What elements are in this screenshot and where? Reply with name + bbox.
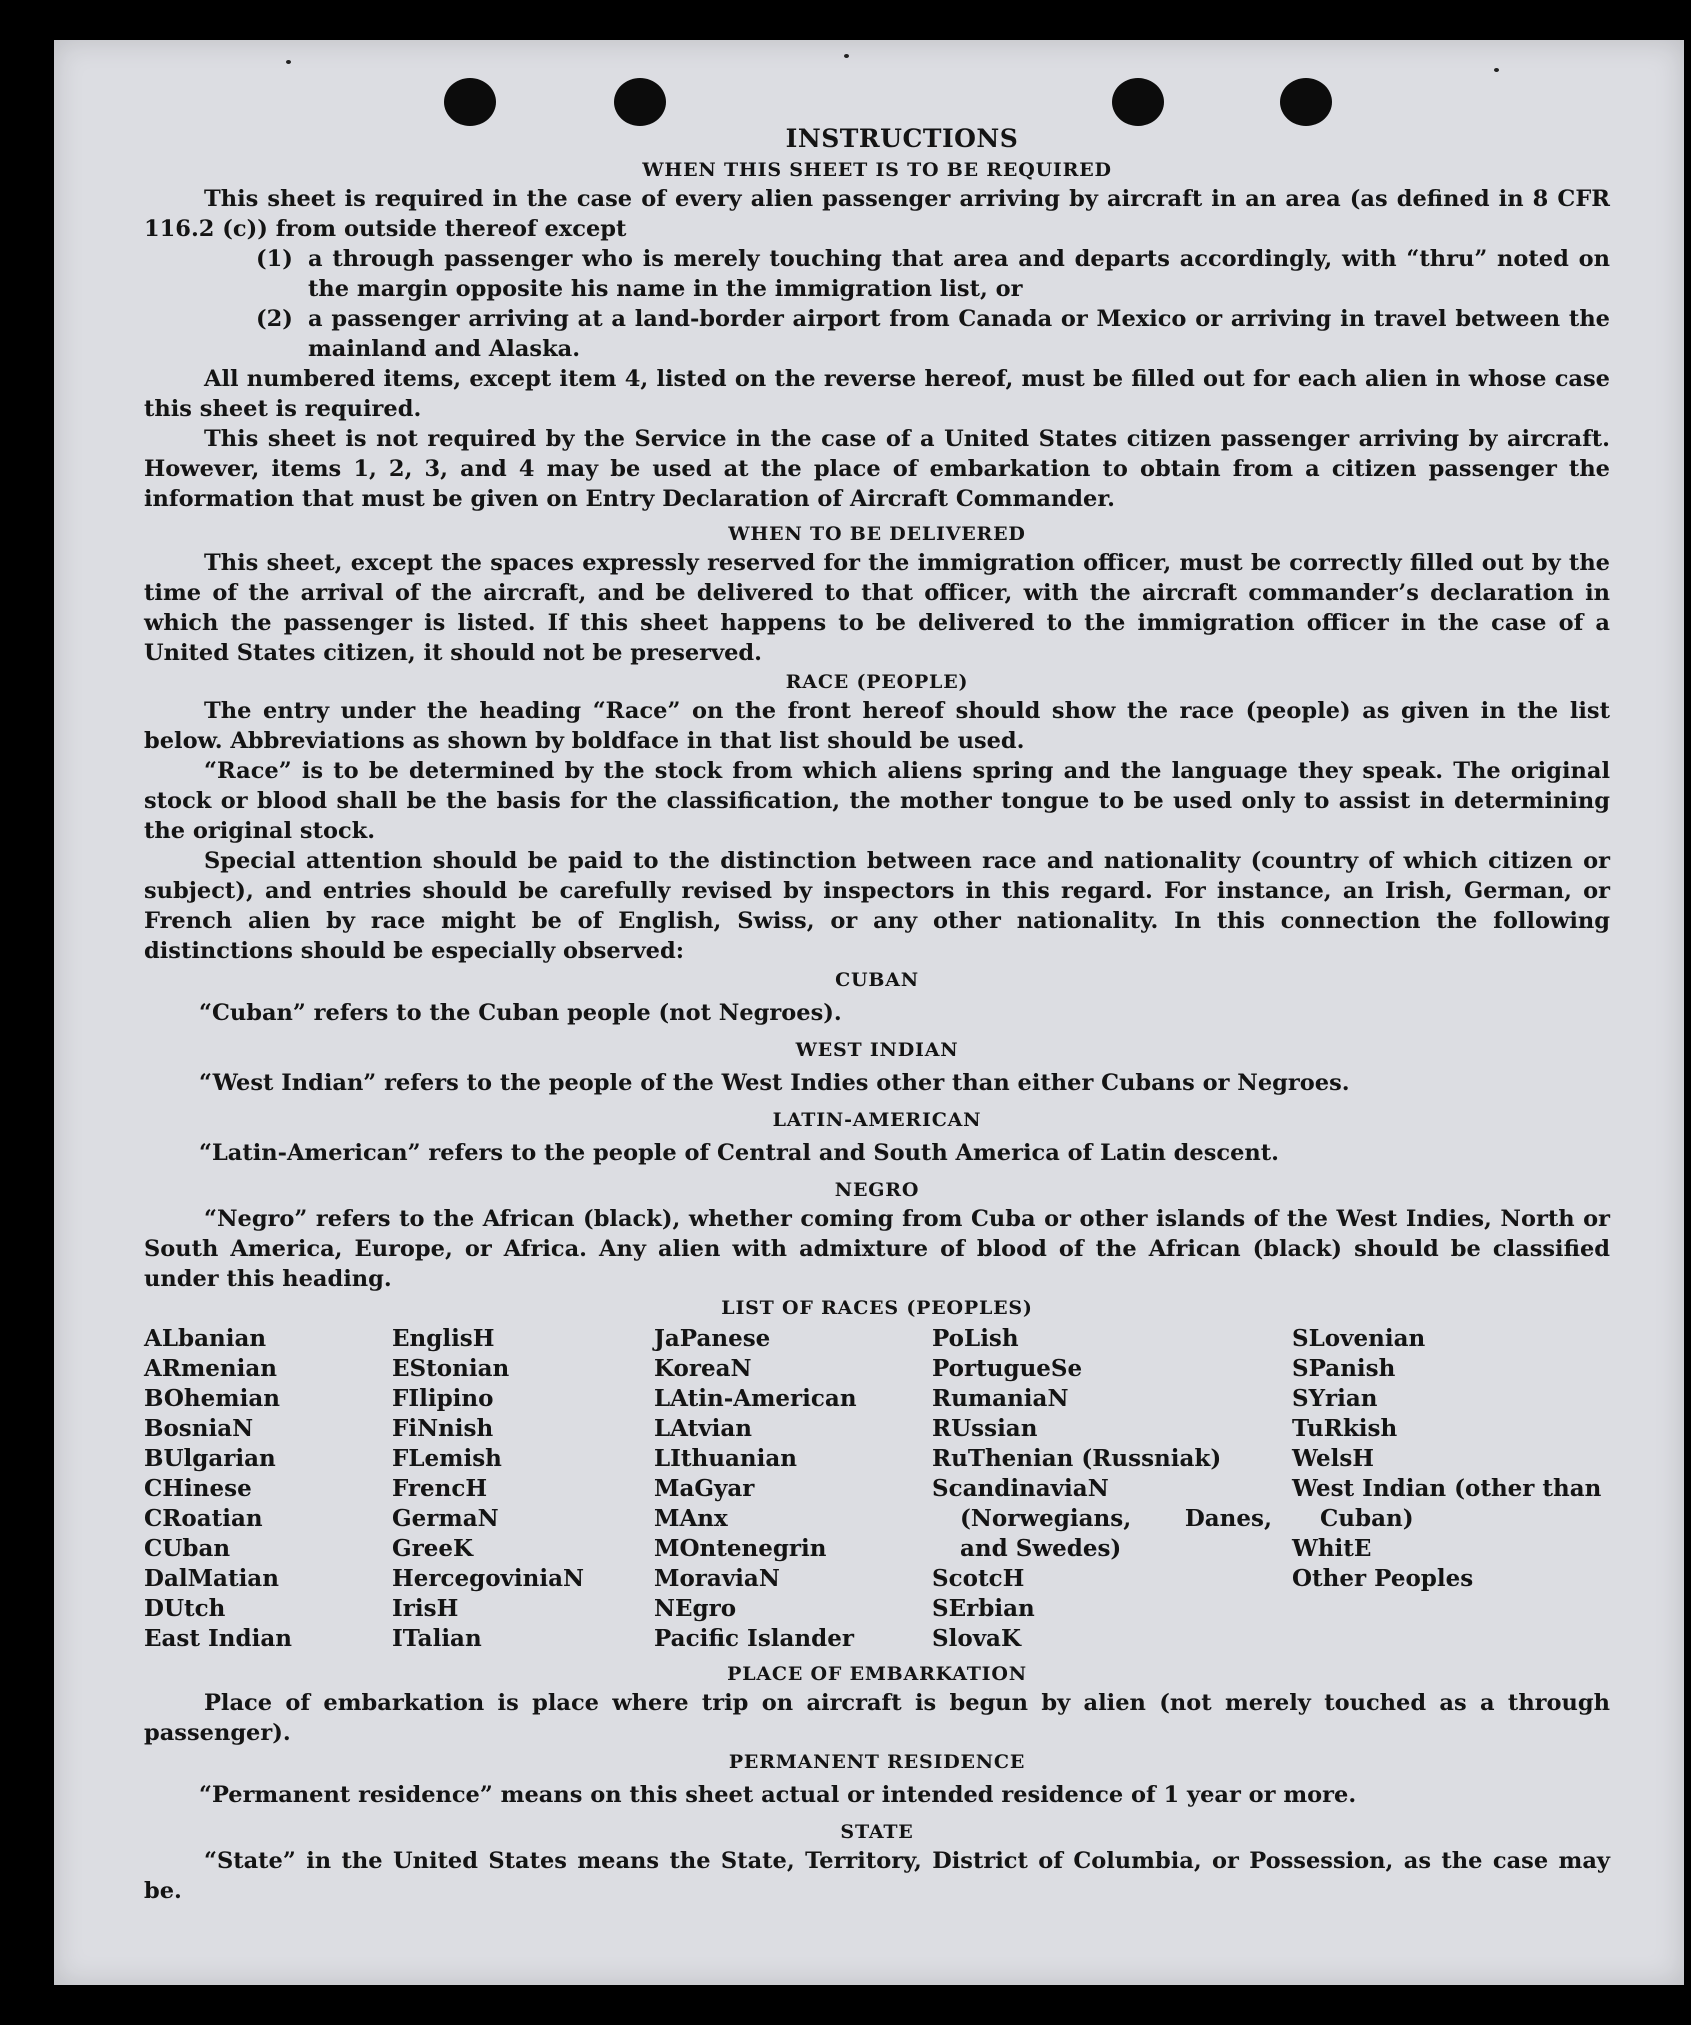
race-column [654,1324,932,1654]
cuban-text: “Cuban” refers to the Cuban people (not Negroes). [199,1000,842,1026]
race-entry: TuRkish [1292,1415,1398,1442]
race-entry: BosniaN [144,1415,254,1442]
race-entry: ScotcH [932,1565,1025,1592]
race-entry: WelsH [1292,1445,1375,1472]
race-entry: SlovaK [932,1625,1021,1652]
punch-hole [1280,78,1332,126]
latin-american-text: “Latin-American” refers to the people of Central and South America of Latin descent. [199,1140,1279,1166]
when-delivered-text: This sheet, except the spaces expressly reserved for the immigration officer, must be correctly filled out by the time of the arrival of the aircraft, and be delivered to that officer, with the aircraft commander’s declaration in which the passenger is listed. If this sheet happens to be delivered to the immigration officer in the case of a United States citizen, it should not be preserved. [144,550,1610,666]
race-entry: PortugueSe [932,1355,1083,1382]
citizen-paragraph: This sheet is not required by the Service in the case of a United States citizen passenger arriving by aircraft. However, items 1, 2, 3, and 4 may be used at the place of embarkation to obtain from a citizen passenger the information that must be given on Entry Declaration of Aircraft Commander. [144,426,1610,512]
section-heading-west-indian: WEST INDIAN [795,1039,959,1061]
race-entry: FLemish [392,1445,502,1472]
race-paragraph-2: “Race” is to be determined by the stock from which aliens spring and the language they speak. The original stock or blood shall be the basis for the classification, the mother tongue to be used only to assist in determining the original stock. [144,758,1610,844]
section-heading-residence: PERMANENT RESIDENCE [728,1751,1026,1773]
section-heading-when-required: WHEN THIS SHEET IS TO BE REQUIRED [642,159,1112,181]
race-entry: ARmenian [144,1355,278,1382]
numbered-items-paragraph: All numbered items, except item 4, listed on the reverse hereof, must be filled out for each alien in whose case this sheet is required. [144,366,1610,422]
exception-text: a through passenger who is merely touching that area and departs accordingly, with “thru” noted on the margin opposite his name in the immigration list, or [308,246,1610,302]
race-entry: FIlipino [392,1385,494,1412]
race-entry: NEgro [654,1595,737,1622]
race-entry: West Indian (other than Cuban) [1292,1475,1602,1532]
exception-text: a passenger arriving at a land-border airport from Canada or Mexico or arriving in travel between the mainland and Alaska. [308,306,1610,362]
race-entry: EnglisH [392,1325,495,1352]
page-title: INSTRUCTIONS [785,124,1019,153]
race-entry: KoreaN [654,1355,752,1382]
race-paragraph-3: Special attention should be paid to the distinction between race and nationality (country of which citizen or subject), and entries should be carefully revised by inspectors in this regard. For instance, an Irish, German, or French alien by race might be of English, Swiss, or any other nationality. In this connection the following distinctions should be especially observed: [144,848,1610,964]
race-entry: Other Peoples [1292,1565,1474,1592]
race-entry: East Indian [144,1625,292,1652]
race-entry: RumaniaN [932,1385,1069,1412]
document-sheet [54,40,1684,1985]
west-indian-text: “West Indian” refers to the people of the West Indies other than either Cubans or Negroes. [199,1070,1350,1096]
race-entry: SErbian [932,1595,1035,1622]
race-entry: DalMatian [144,1565,279,1592]
punch-hole [1112,78,1164,126]
race-entry: PoLish [932,1325,1019,1352]
race-entry: RuThenian (Russniak) [932,1445,1222,1472]
race-column [932,1324,1292,1654]
race-entry: SLovenian [1292,1325,1426,1352]
race-entry: CUban [144,1535,231,1562]
section-heading-when-delivered: WHEN TO BE DELIVERED [728,523,1026,545]
race-entry: LAtin-American [654,1385,857,1412]
state-text: “State” in the United States means the State, Territory, District of Columbia, or Possession, as the case may be. [144,1848,1610,1904]
race-entry: ALbanian [144,1325,267,1352]
section-heading-list-of-races: LIST OF RACES (PEOPLES) [721,1297,1033,1319]
race-entry: MoraviaN [654,1565,780,1592]
speck-mark [1494,68,1499,72]
race-entry: FrencH [392,1475,488,1502]
exception-number: (1) [256,246,293,272]
instructions-content [144,122,1610,1906]
race-entry: Pacific Islander [654,1625,854,1652]
race-entry: BUlgarian [144,1445,276,1472]
race-entry: SYrian [1292,1385,1378,1412]
section-heading-cuban: CUBAN [835,969,919,991]
race-entry: BOhemian [144,1385,280,1412]
race-entry: ScandinaviaN (Norwegians, Danes, and Swedes) [932,1475,1272,1562]
section-heading-embarkation: PLACE OF EMBARKATION [727,1663,1027,1685]
exception-item [256,244,1610,304]
punch-hole [614,78,666,126]
race-column [392,1324,654,1654]
race-entry: HercegoviniaN [392,1565,585,1592]
race-column [144,1324,392,1654]
race-entry: GreeK [392,1535,474,1562]
race-list [144,1324,1610,1654]
race-entry: SPanish [1292,1355,1396,1382]
race-entry: EStonian [392,1355,510,1382]
race-entry: GermaN [392,1505,499,1532]
race-entry: LAtvian [654,1415,752,1442]
section-heading-state: STATE [840,1821,914,1843]
race-entry: IrisH [392,1595,459,1622]
race-entry: LIthuanian [654,1445,797,1472]
race-entry: FiNnish [392,1415,494,1442]
section-heading-latin-american: LATIN-AMERICAN [772,1109,982,1131]
when-required-intro: This sheet is required in the case of every alien passenger arriving by aircraft in an area (as defined in 8 CFR 116.2 (c)) from outside thereof except [144,186,1610,242]
race-entry: MOntenegrin [654,1535,827,1562]
race-entry: MAnx [654,1505,728,1532]
section-heading-race: RACE (PEOPLE) [785,671,969,693]
speck-mark [286,60,291,64]
race-column [1292,1324,1610,1654]
embarkation-text: Place of embarkation is place where trip on aircraft is begun by alien (not merely touched as a through passenger). [144,1690,1610,1746]
section-heading-negro: NEGRO [834,1179,920,1201]
punch-hole [444,78,496,126]
exception-item [256,304,1610,364]
negro-text: “Negro” refers to the African (black), whether coming from Cuba or other islands of the West Indies, North or South America, Europe, or Africa. Any alien with admixture of blood of the African (black) should be classified under this heading. [144,1206,1610,1292]
race-entry: ITalian [392,1625,482,1652]
race-entry: MaGyar [654,1475,755,1502]
speck-mark [844,54,849,58]
race-entry: DUtch [144,1595,226,1622]
race-entry: WhitE [1292,1535,1372,1562]
race-entry: JaPanese [654,1325,771,1352]
race-entry: CHinese [144,1475,252,1502]
race-entry: CRoatian [144,1505,263,1532]
race-entry: RUssian [932,1415,1038,1442]
exception-number: (2) [256,306,293,332]
race-paragraph-1: The entry under the heading “Race” on the front hereof should show the race (people) as given in the list below. Abbreviations as shown by boldface in that list should be used. [144,698,1610,754]
residence-text: “Permanent residence” means on this sheet actual or intended residence of 1 year or more. [199,1782,1357,1808]
